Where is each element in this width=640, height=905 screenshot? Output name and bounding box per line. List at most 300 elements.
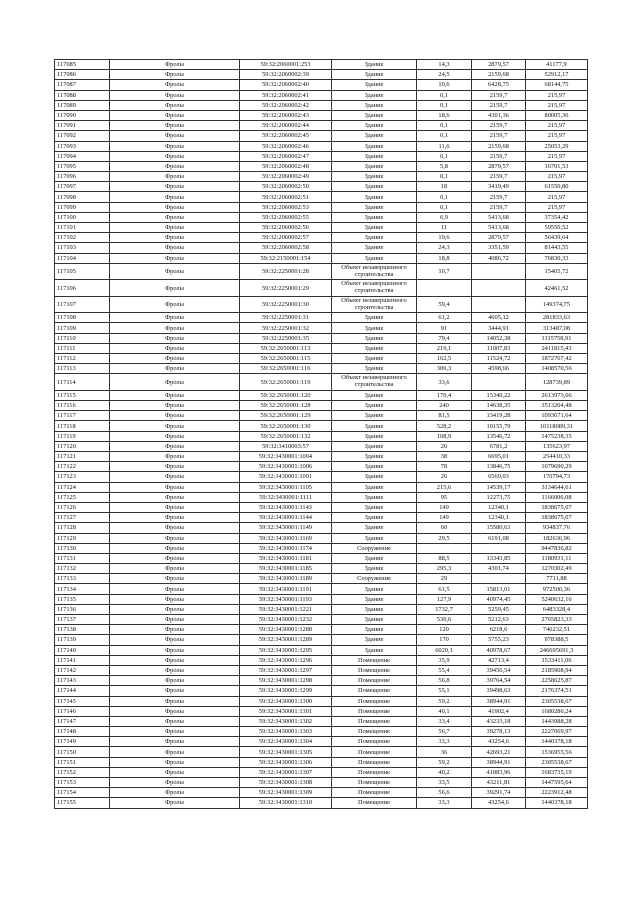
cell-cadastral-value: 16701,53 (526, 161, 588, 171)
cell-cadastral-number: 59:32:3430001:1306 (240, 757, 332, 767)
cell-rate: 4598,66 (472, 364, 526, 374)
cell-locality: Фролы (110, 411, 240, 421)
cell-area: 33,6 (417, 374, 472, 391)
cell-area (417, 280, 472, 297)
cell-object-type: Здание (332, 390, 417, 400)
cell-locality: Фролы (110, 584, 240, 594)
cell-area: 10,6 (417, 80, 472, 90)
cell-cadastral-number: 59:32:3430001:1006 (240, 462, 332, 472)
cell-record-number: 117123 (55, 472, 110, 482)
cell-record-number: 117141 (55, 655, 110, 665)
cell-object-type: Здание (332, 421, 417, 431)
cell-rate: 2879,57 (472, 233, 526, 243)
cell-locality: Фролы (110, 747, 240, 757)
cell-cadastral-number: 59:32:3430001:1191 (240, 584, 332, 594)
cell-locality: Фролы (110, 390, 240, 400)
cell-cadastral-value: 135623,97 (526, 441, 588, 451)
cell-locality: Фролы (110, 686, 240, 696)
table-row (55, 243, 588, 253)
table-row (55, 354, 588, 364)
table-row (55, 574, 588, 584)
cell-cadastral-value: 215,97 (526, 90, 588, 100)
cell-locality: Фролы (110, 482, 240, 492)
cell-rate: 15813,01 (472, 584, 526, 594)
cell-object-type: Здание (332, 313, 417, 323)
cell-area: 530,6 (417, 615, 472, 625)
cell-record-number: 117146 (55, 706, 110, 716)
cell-object-type: Здание (332, 70, 417, 80)
cell-cadastral-number: 59:32:3430001:1296 (240, 655, 332, 665)
cell-cadastral-value: 15405,72 (526, 263, 588, 280)
cell-area: 78 (417, 462, 472, 472)
cell-cadastral-value: 2227069,97 (526, 727, 588, 737)
cell-object-type: Здание (332, 141, 417, 151)
cell-object-type: Здание (332, 131, 417, 141)
table-row (55, 253, 588, 263)
table-row (55, 676, 588, 686)
cell-object-type: Здание (332, 462, 417, 472)
table-row (55, 655, 588, 665)
cell-record-number: 117132 (55, 564, 110, 574)
cell-object-type: Здание (332, 100, 417, 110)
cell-area: 0,1 (417, 131, 472, 141)
cell-area: 56,7 (417, 727, 472, 737)
table-row (55, 212, 588, 222)
cell-object-type: Здание (332, 253, 417, 263)
cell-cadastral-value: 1536955,56 (526, 747, 588, 757)
cell-record-number: 117155 (55, 798, 110, 808)
cell-cadastral-number: 59:32:3430001:1149 (240, 523, 332, 533)
cell-object-type: Здание (332, 635, 417, 645)
cell-area: 36 (417, 747, 472, 757)
cell-record-number: 117090 (55, 110, 110, 120)
cell-object-type: Здание (332, 233, 417, 243)
cell-cadastral-value: 246695691,3 (526, 645, 588, 655)
cell-record-number: 117122 (55, 462, 110, 472)
cell-record-number: 117139 (55, 635, 110, 645)
cell-cadastral-value: 1680286,24 (526, 706, 588, 716)
cell-area: 59,2 (417, 696, 472, 706)
cell-locality: Фролы (110, 462, 240, 472)
cell-object-type: Сооружение (332, 574, 417, 584)
table-row (55, 635, 588, 645)
cell-object-type: Здание (332, 151, 417, 161)
cell-locality: Фролы (110, 110, 240, 120)
cell-area: 1732,7 (417, 604, 472, 614)
cell-record-number: 117112 (55, 354, 110, 364)
cell-cadastral-number: 59:32:2060002:53 (240, 202, 332, 212)
cell-cadastral-number: 59:32:3430001:1307 (240, 767, 332, 777)
cell-locality: Фролы (110, 151, 240, 161)
cell-object-type: Здание (332, 182, 417, 192)
cell-cadastral-number: 59:32:2060002:49 (240, 172, 332, 182)
cell-cadastral-number: 59:32:3430001:1301 (240, 706, 332, 716)
cell-locality: Фролы (110, 502, 240, 512)
cell-cadastral-value: 2411815,43 (526, 343, 588, 353)
cell-record-number: 117108 (55, 313, 110, 323)
cell-cadastral-value: 81443,55 (526, 243, 588, 253)
cell-locality: Фролы (110, 263, 240, 280)
cell-cadastral-number: 59:32:3430001:1185 (240, 564, 332, 574)
cell-object-type: Здание (332, 243, 417, 253)
cell-cadastral-number: 59:32:3430001:1111 (240, 492, 332, 502)
cell-object-type: Помещение (332, 727, 417, 737)
cell-object-type: Помещение (332, 778, 417, 788)
cell-locality: Фролы (110, 172, 240, 182)
cell-record-number: 117119 (55, 431, 110, 441)
cell-locality: Фролы (110, 655, 240, 665)
cell-area: 0,1 (417, 121, 472, 131)
table-row (55, 313, 588, 323)
register-table (54, 59, 588, 809)
cell-area: 18 (417, 182, 472, 192)
cell-record-number: 117114 (55, 374, 110, 391)
table-row (55, 223, 588, 233)
cell-cadastral-value: 1079690,29 (526, 462, 588, 472)
cell-locality: Фролы (110, 354, 240, 364)
cell-rate: 40974,45 (472, 594, 526, 604)
cell-rate: 2159,7 (472, 192, 526, 202)
cell-area: 18,6 (417, 110, 472, 120)
cell-area: 11,6 (417, 141, 472, 151)
cell-locality: Фролы (110, 645, 240, 655)
cell-cadastral-value: 7711,88 (526, 574, 588, 584)
table-row (55, 390, 588, 400)
cell-locality: Фролы (110, 333, 240, 343)
cell-rate: 40978,67 (472, 645, 526, 655)
cell-cadastral-number: 59:32:2650001:115 (240, 354, 332, 364)
cell-object-type: Объект незавершенного строительства (332, 296, 417, 313)
cell-object-type: Помещение (332, 665, 417, 675)
cell-object-type: Здание (332, 161, 417, 171)
cell-object-type: Здание (332, 431, 417, 441)
table-row (55, 202, 588, 212)
cell-record-number: 117145 (55, 696, 110, 706)
cell-locality: Фролы (110, 696, 240, 706)
table-row (55, 343, 588, 353)
table-row (55, 767, 588, 777)
cell-area: 59,4 (417, 296, 472, 313)
cell-cadastral-number: 59:32:3430001:1189 (240, 574, 332, 584)
cell-rate: 5212,63 (472, 615, 526, 625)
cell-cadastral-value: 2258625,87 (526, 676, 588, 686)
cell-locality: Фролы (110, 343, 240, 353)
table-row (55, 323, 588, 333)
table-row (55, 492, 588, 502)
table-row (55, 757, 588, 767)
cell-record-number: 117137 (55, 615, 110, 625)
cell-rate: 6695,01 (472, 452, 526, 462)
cell-cadastral-value: 1443988,28 (526, 716, 588, 726)
cell-locality: Фролы (110, 441, 240, 451)
cell-record-number: 117126 (55, 502, 110, 512)
table-row (55, 778, 588, 788)
cell-area: 29,5 (417, 533, 472, 543)
table-row (55, 665, 588, 675)
table-row (55, 70, 588, 80)
cell-rate: 2159,7 (472, 202, 526, 212)
cell-object-type: Помещение (332, 757, 417, 767)
cell-locality: Фролы (110, 182, 240, 192)
cell-locality: Фролы (110, 615, 240, 625)
cell-object-type: Здание (332, 452, 417, 462)
cell-locality: Фролы (110, 625, 240, 635)
cell-area: 108,9 (417, 431, 472, 441)
cell-rate: 43211,81 (472, 778, 526, 788)
cell-locality: Фролы (110, 374, 240, 391)
cell-cadastral-number: 59:32:3430001:1105 (240, 482, 332, 492)
cell-locality: Фролы (110, 452, 240, 462)
table-row (55, 333, 588, 343)
register-table-body (55, 60, 588, 809)
cell-object-type: Здание (332, 364, 417, 374)
cell-area: 215,6 (417, 482, 472, 492)
cell-rate: 2159,7 (472, 100, 526, 110)
cell-rate: 3444,91 (472, 323, 526, 333)
cell-cadastral-number: 59:32:2650001:128 (240, 401, 332, 411)
cell-rate: 13846,75 (472, 462, 526, 472)
cell-area (417, 543, 472, 553)
cell-cadastral-number: 59:32:2060002:57 (240, 233, 332, 243)
cell-rate: 2159,7 (472, 172, 526, 182)
cell-cadastral-number: 59:32:2060002:45 (240, 131, 332, 141)
cell-record-number: 117096 (55, 172, 110, 182)
cell-locality: Фролы (110, 313, 240, 323)
cell-locality: Фролы (110, 564, 240, 574)
cell-cadastral-number: 59:32:3430001:1169 (240, 533, 332, 543)
cell-cadastral-value: 1180931,11 (526, 553, 588, 563)
cell-object-type: Здание (332, 513, 417, 523)
cell-rate (472, 543, 526, 553)
cell-locality: Фролы (110, 131, 240, 141)
cell-rate: 6218,6 (472, 625, 526, 635)
table-row (55, 502, 588, 512)
cell-cadastral-number: 59:32:2060002:42 (240, 100, 332, 110)
cell-area: 528,2 (417, 421, 472, 431)
cell-cadastral-value: 25053,29 (526, 141, 588, 151)
cell-cadastral-value: 52912,17 (526, 70, 588, 80)
cell-record-number: 117128 (55, 523, 110, 533)
cell-area: 0,1 (417, 202, 472, 212)
cell-area: 40,2 (417, 767, 472, 777)
cell-locality: Фролы (110, 401, 240, 411)
cell-area: 14,3 (417, 60, 472, 70)
cell-area: 162,5 (417, 354, 472, 364)
cell-rate: 12340,1 (472, 513, 526, 523)
table-row (55, 472, 588, 482)
cell-locality: Фролы (110, 676, 240, 686)
cell-cadastral-value: 2223912,48 (526, 788, 588, 798)
cell-record-number: 117121 (55, 452, 110, 462)
table-row (55, 625, 588, 635)
cell-rate: 4301,36 (472, 110, 526, 120)
cell-rate: 38944,91 (472, 696, 526, 706)
cell-locality: Фролы (110, 323, 240, 333)
cell-locality: Фролы (110, 60, 240, 70)
cell-cadastral-number: 59:32:2650001:113 (240, 343, 332, 353)
cell-rate: 5259,45 (472, 604, 526, 614)
cell-cadastral-number: 59:32:2060002:46 (240, 141, 332, 151)
table-row (55, 421, 588, 431)
cell-cadastral-value: 149374,75 (526, 296, 588, 313)
cell-cadastral-number: 59:32:3430001:1298 (240, 676, 332, 686)
cell-rate: 3419,49 (472, 182, 526, 192)
cell-cadastral-value: 56439,64 (526, 233, 588, 243)
cell-cadastral-value: 68144,75 (526, 80, 588, 90)
cell-rate: 5413,68 (472, 212, 526, 222)
cell-record-number: 117144 (55, 686, 110, 696)
cell-rate: 4605,12 (472, 313, 526, 323)
cell-area: 0,1 (417, 90, 472, 100)
cell-cadastral-value: 215,97 (526, 100, 588, 110)
cell-locality: Фролы (110, 472, 240, 482)
cell-rate: 13546,72 (472, 431, 526, 441)
table-row (55, 141, 588, 151)
cell-cadastral-value: 5240632,16 (526, 594, 588, 604)
cell-rate: 42713,4 (472, 655, 526, 665)
cell-rate (472, 263, 526, 280)
cell-rate: 13419,28 (472, 411, 526, 421)
cell-object-type: Сооружение (332, 543, 417, 553)
cell-cadastral-value: 215,97 (526, 202, 588, 212)
cell-cadastral-number: 59:32:3430001:1304 (240, 737, 332, 747)
cell-area: 61,5 (417, 584, 472, 594)
cell-cadastral-value: 37354,42 (526, 212, 588, 222)
cell-cadastral-number: 59:32:3430001:1004 (240, 452, 332, 462)
cell-record-number: 117089 (55, 100, 110, 110)
cell-area: 0,1 (417, 151, 472, 161)
cell-cadastral-value: 1093671,64 (526, 411, 588, 421)
cell-area: 306,3 (417, 364, 472, 374)
table-row (55, 374, 588, 391)
cell-locality: Фролы (110, 635, 240, 645)
cell-record-number: 117135 (55, 594, 110, 604)
cell-record-number: 117154 (55, 788, 110, 798)
cell-cadastral-value: 281833,63 (526, 313, 588, 323)
cell-record-number: 117149 (55, 737, 110, 747)
cell-record-number: 117130 (55, 543, 110, 553)
cell-cadastral-number: 59:32:3430001:1289 (240, 635, 332, 645)
cell-cadastral-value: 182636,96 (526, 533, 588, 543)
cell-record-number: 117105 (55, 263, 110, 280)
cell-object-type: Помещение (332, 655, 417, 665)
cell-locality: Фролы (110, 70, 240, 80)
table-row (55, 747, 588, 757)
cell-cadastral-value: 1683735,19 (526, 767, 588, 777)
cell-cadastral-value: 215,97 (526, 151, 588, 161)
cell-locality: Фролы (110, 767, 240, 777)
cell-locality: Фролы (110, 594, 240, 604)
cell-cadastral-number: 59:32:3430001:1193 (240, 594, 332, 604)
cell-cadastral-number: 59:32:2250001:31 (240, 313, 332, 323)
cell-record-number: 117151 (55, 757, 110, 767)
table-row (55, 696, 588, 706)
cell-area: 81,5 (417, 411, 472, 421)
cell-record-number: 117087 (55, 80, 110, 90)
cell-cadastral-number: 59:32:3430001:1181 (240, 553, 332, 563)
table-row (55, 263, 588, 280)
cell-area: 0,1 (417, 192, 472, 202)
cell-record-number: 117147 (55, 716, 110, 726)
cell-cadastral-number: 59:32:3430001:1308 (240, 778, 332, 788)
cell-rate: 3351,59 (472, 243, 526, 253)
cell-locality: Фролы (110, 202, 240, 212)
cell-area: 0,1 (417, 172, 472, 182)
cell-cadastral-value: 3513204,48 (526, 401, 588, 411)
cell-record-number: 117124 (55, 482, 110, 492)
cell-area: 55,4 (417, 665, 472, 675)
cell-rate: 6781,2 (472, 441, 526, 451)
table-row (55, 716, 588, 726)
cell-cadastral-value: 215,97 (526, 121, 588, 131)
cell-cadastral-value: 1475238,35 (526, 431, 588, 441)
cell-rate: 14052,38 (472, 333, 526, 343)
cell-locality: Фролы (110, 233, 240, 243)
cell-cadastral-value: 6483328,4 (526, 604, 588, 614)
cell-rate (472, 296, 526, 313)
cell-area: 11 (417, 223, 472, 233)
cell-cadastral-value: 1408570,56 (526, 364, 588, 374)
cell-cadastral-number: 59:32:2150001:154 (240, 253, 332, 263)
cell-locality: Фролы (110, 553, 240, 563)
cell-locality: Фролы (110, 364, 240, 374)
cell-area: 33,3 (417, 737, 472, 747)
table-row (55, 533, 588, 543)
cell-object-type: Здание (332, 441, 417, 451)
cell-record-number: 117098 (55, 192, 110, 202)
cell-rate: 12273,75 (472, 492, 526, 502)
cell-area: 219,1 (417, 343, 472, 353)
table-row (55, 100, 588, 110)
cell-cadastral-number: 59:32:2250001:35 (240, 333, 332, 343)
table-row (55, 110, 588, 120)
cell-rate: 5413,68 (472, 223, 526, 233)
cell-rate: 4301,74 (472, 564, 526, 574)
cell-locality: Фролы (110, 243, 240, 253)
cell-cadastral-value: 215,97 (526, 192, 588, 202)
cell-area: 5,8 (417, 161, 472, 171)
cell-record-number: 117140 (55, 645, 110, 655)
cell-rate: 2879,57 (472, 60, 526, 70)
cell-locality: Фролы (110, 280, 240, 297)
cell-record-number: 117107 (55, 296, 110, 313)
cell-object-type: Здание (332, 90, 417, 100)
cell-record-number: 117094 (55, 151, 110, 161)
cell-rate (472, 374, 526, 391)
cell-object-type: Помещение (332, 686, 417, 696)
cell-cadastral-value: 80005,36 (526, 110, 588, 120)
table-row (55, 615, 588, 625)
cell-cadastral-value: 978388,5 (526, 635, 588, 645)
cell-cadastral-number: 59:32:3430001:1303 (240, 727, 332, 737)
cell-record-number: 117109 (55, 323, 110, 333)
cell-rate: 2159,7 (472, 131, 526, 141)
cell-rate (472, 574, 526, 584)
cell-area: 56,6 (417, 788, 472, 798)
cell-record-number: 117129 (55, 533, 110, 543)
cell-rate: 43254,6 (472, 798, 526, 808)
cell-cadastral-number: 59:32:2060002:40 (240, 80, 332, 90)
cell-locality: Фролы (110, 543, 240, 553)
table-row (55, 121, 588, 131)
cell-cadastral-value: 10118089,31 (526, 421, 588, 431)
cell-locality: Фролы (110, 533, 240, 543)
cell-area: 0,1 (417, 100, 472, 110)
cell-rate: 15340,22 (472, 390, 526, 400)
cell-object-type: Объект незавершенного строительства (332, 280, 417, 297)
cell-record-number: 117143 (55, 676, 110, 686)
cell-area: 10,7 (417, 263, 472, 280)
